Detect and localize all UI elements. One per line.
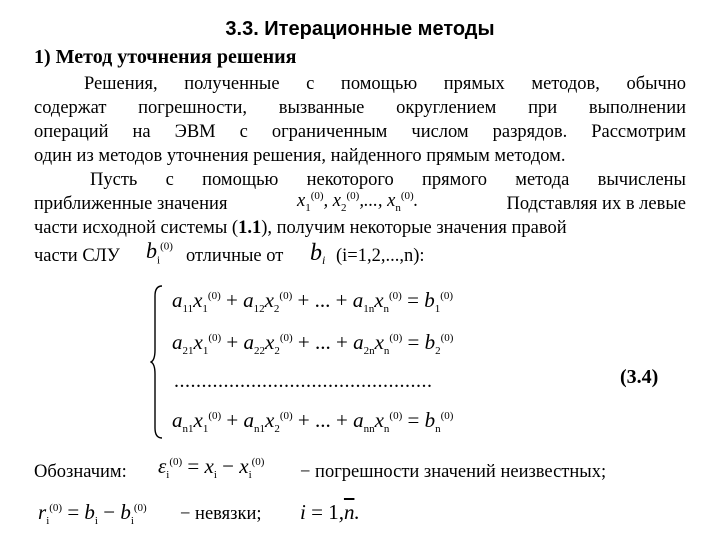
b-i-formula: bi — [310, 240, 326, 267]
residual-formula: $r_i^{(0)} = b_i - b_i^{(0)}$ — [38, 500, 147, 528]
paragraph-line: Пусть с помощью некоторого прямого метода вычислены — [90, 170, 686, 190]
paragraph-line: содержат погрешности, вызванные округлением при выполнении — [34, 98, 686, 118]
paragraph-line: Решения, полученные с помощью прямых методов, обычно — [84, 74, 686, 94]
system-ellipsis-row: ............................................... — [174, 370, 433, 392]
paragraph-line: один из методов уточнения решения, найденного прямым методом. — [34, 146, 566, 166]
section-title: 3.3. Итерационные методы — [225, 18, 495, 40]
b-i-zero-formula: $b_i^{(0)}$ — [146, 238, 173, 267]
paragraph-line-start: приближенные значения — [34, 194, 228, 214]
approx-values-formula: $x_1^{(0)}$, $x_2^{(0)}$,..., $x_n^{(0)}$. — [297, 190, 419, 214]
error-description: − погрешности значений неизвестных; — [300, 462, 607, 482]
paragraph-line-end: Подставляя их в левые — [506, 194, 686, 214]
index-formula: $i = 1,\overline{n}$. — [300, 500, 360, 524]
paragraph-line-text: отличные от — [186, 246, 284, 266]
paragraph-line-label: части СЛУ — [34, 246, 120, 266]
paragraph-line: операций на ЭВМ с ограниченным числом разрядов. Рассмотрим — [34, 122, 686, 142]
index-range: (i=1,2,...,n): — [336, 246, 425, 266]
equation-number: (3.4) — [620, 366, 659, 388]
subsection-title: 1) Метод уточнения решения — [34, 46, 297, 68]
error-formula: $\varepsilon_i^{(0)} = x_i - x_i^{(0)}$ — [158, 454, 265, 482]
paragraph-line: части исходной системы (1.1), получим некоторые значения правой — [34, 218, 567, 238]
system-equation-n: $a_{n1}x_1^{(0)} + a_{n1}x_2^{(0)}$ + ... + $a_{nn}x_n^{(0)} = b_n^{(0)}$ — [172, 408, 454, 436]
system-equation-2: $a_{21}x_1^{(0)} + a_{22}x_2^{(0)}$ + ... + $a_{2n}x_n^{(0)} = b_2^{(0)}$ — [172, 330, 454, 358]
system-equation-1: $a_{11}x_1^{(0)} + a_{12}x_2^{(0)}$ + ... + $a_{1n}x_n^{(0)} = b_1^{(0)}$ — [172, 288, 454, 316]
system-brace — [150, 284, 164, 440]
notation-label: Обозначим: — [34, 462, 127, 482]
residual-description: − невязки; — [180, 504, 262, 524]
